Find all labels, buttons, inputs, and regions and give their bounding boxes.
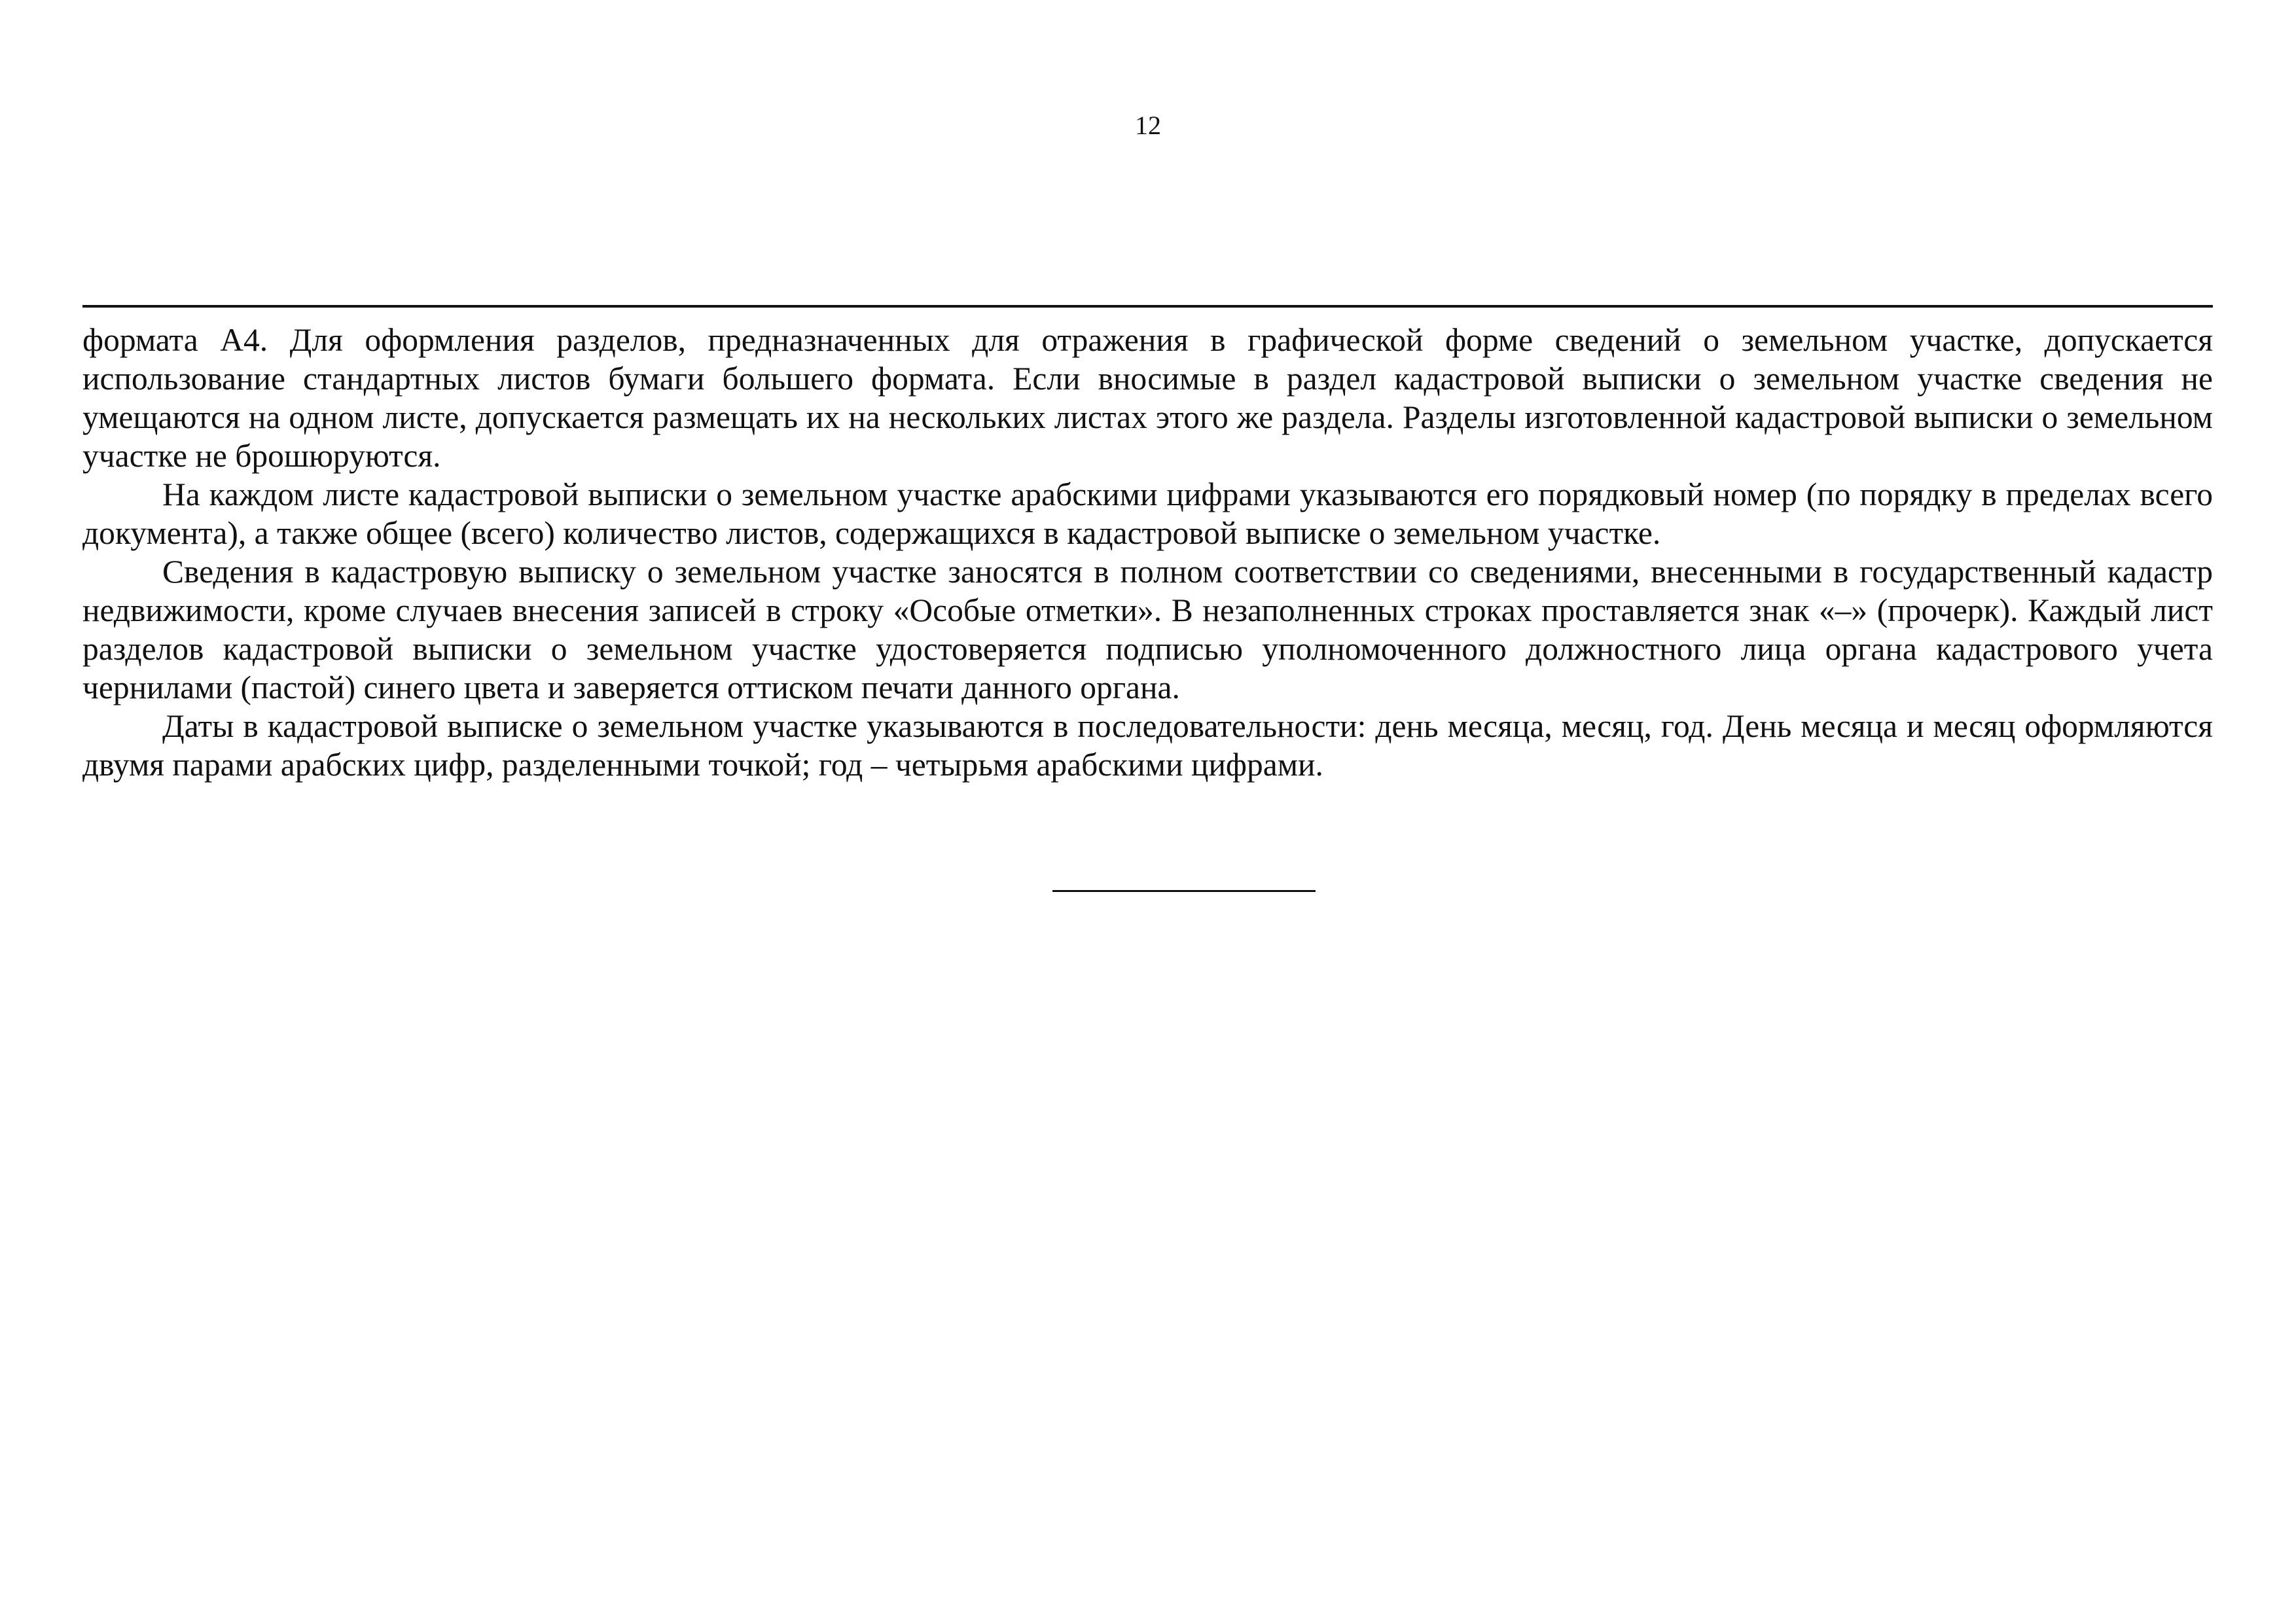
paragraph-data-entry: Сведения в кадастровую выписку о земельном участке заносятся в полном соответствии со сведениями, внесенными в государственный кадастр недвижимости, кроме случаев внесения записей в строку «Особые отметки». В незаполненных строках проставляется знак «–» (прочерк). Каждый лист разделов кадастровой выписки о земельном участке удостоверяется подписью уполномоченного должностного лица органа кадастрового учета чернилами (пастой) синего цвета и заверяется оттиском печати данного органа. [82,554,2213,705]
page-number: 12 [1135,111,1161,140]
end-of-text-divider [1052,890,1316,892]
paragraph-continuation: формата А4. Для оформления разделов, предназначенных для отражения в графической форме сведений о земельном участке, допускается использование стандартных листов бумаги большего формата. Если вносимые в раздел кадастровой выписки о земельном участке сведения не умещаются на одном листе, допускается размещать их на нескольких листах этого же раздела. Разделы изготовленной кадастровой выписки о земельном участке не брошюруются. [82,322,2213,474]
top-divider [82,305,2213,308]
paragraph-sheet-numbering: На каждом листе кадастровой выписки о земельном участке арабскими цифрами указываются его порядковый номер (по порядку в пределах всего документа), а также общее (всего) количество листов, содержащихся в кадастровой выписке о земельном участке. [82,476,2213,551]
paragraph-date-format: Даты в кадастровой выписке о земельном участке указываются в последовательности: день месяца, месяц, год. День месяца и месяц оформляются двумя парами арабских цифр, разделенными точкой; год – четырьмя арабскими цифрами. [82,708,2213,783]
document-body [82,321,2213,784]
